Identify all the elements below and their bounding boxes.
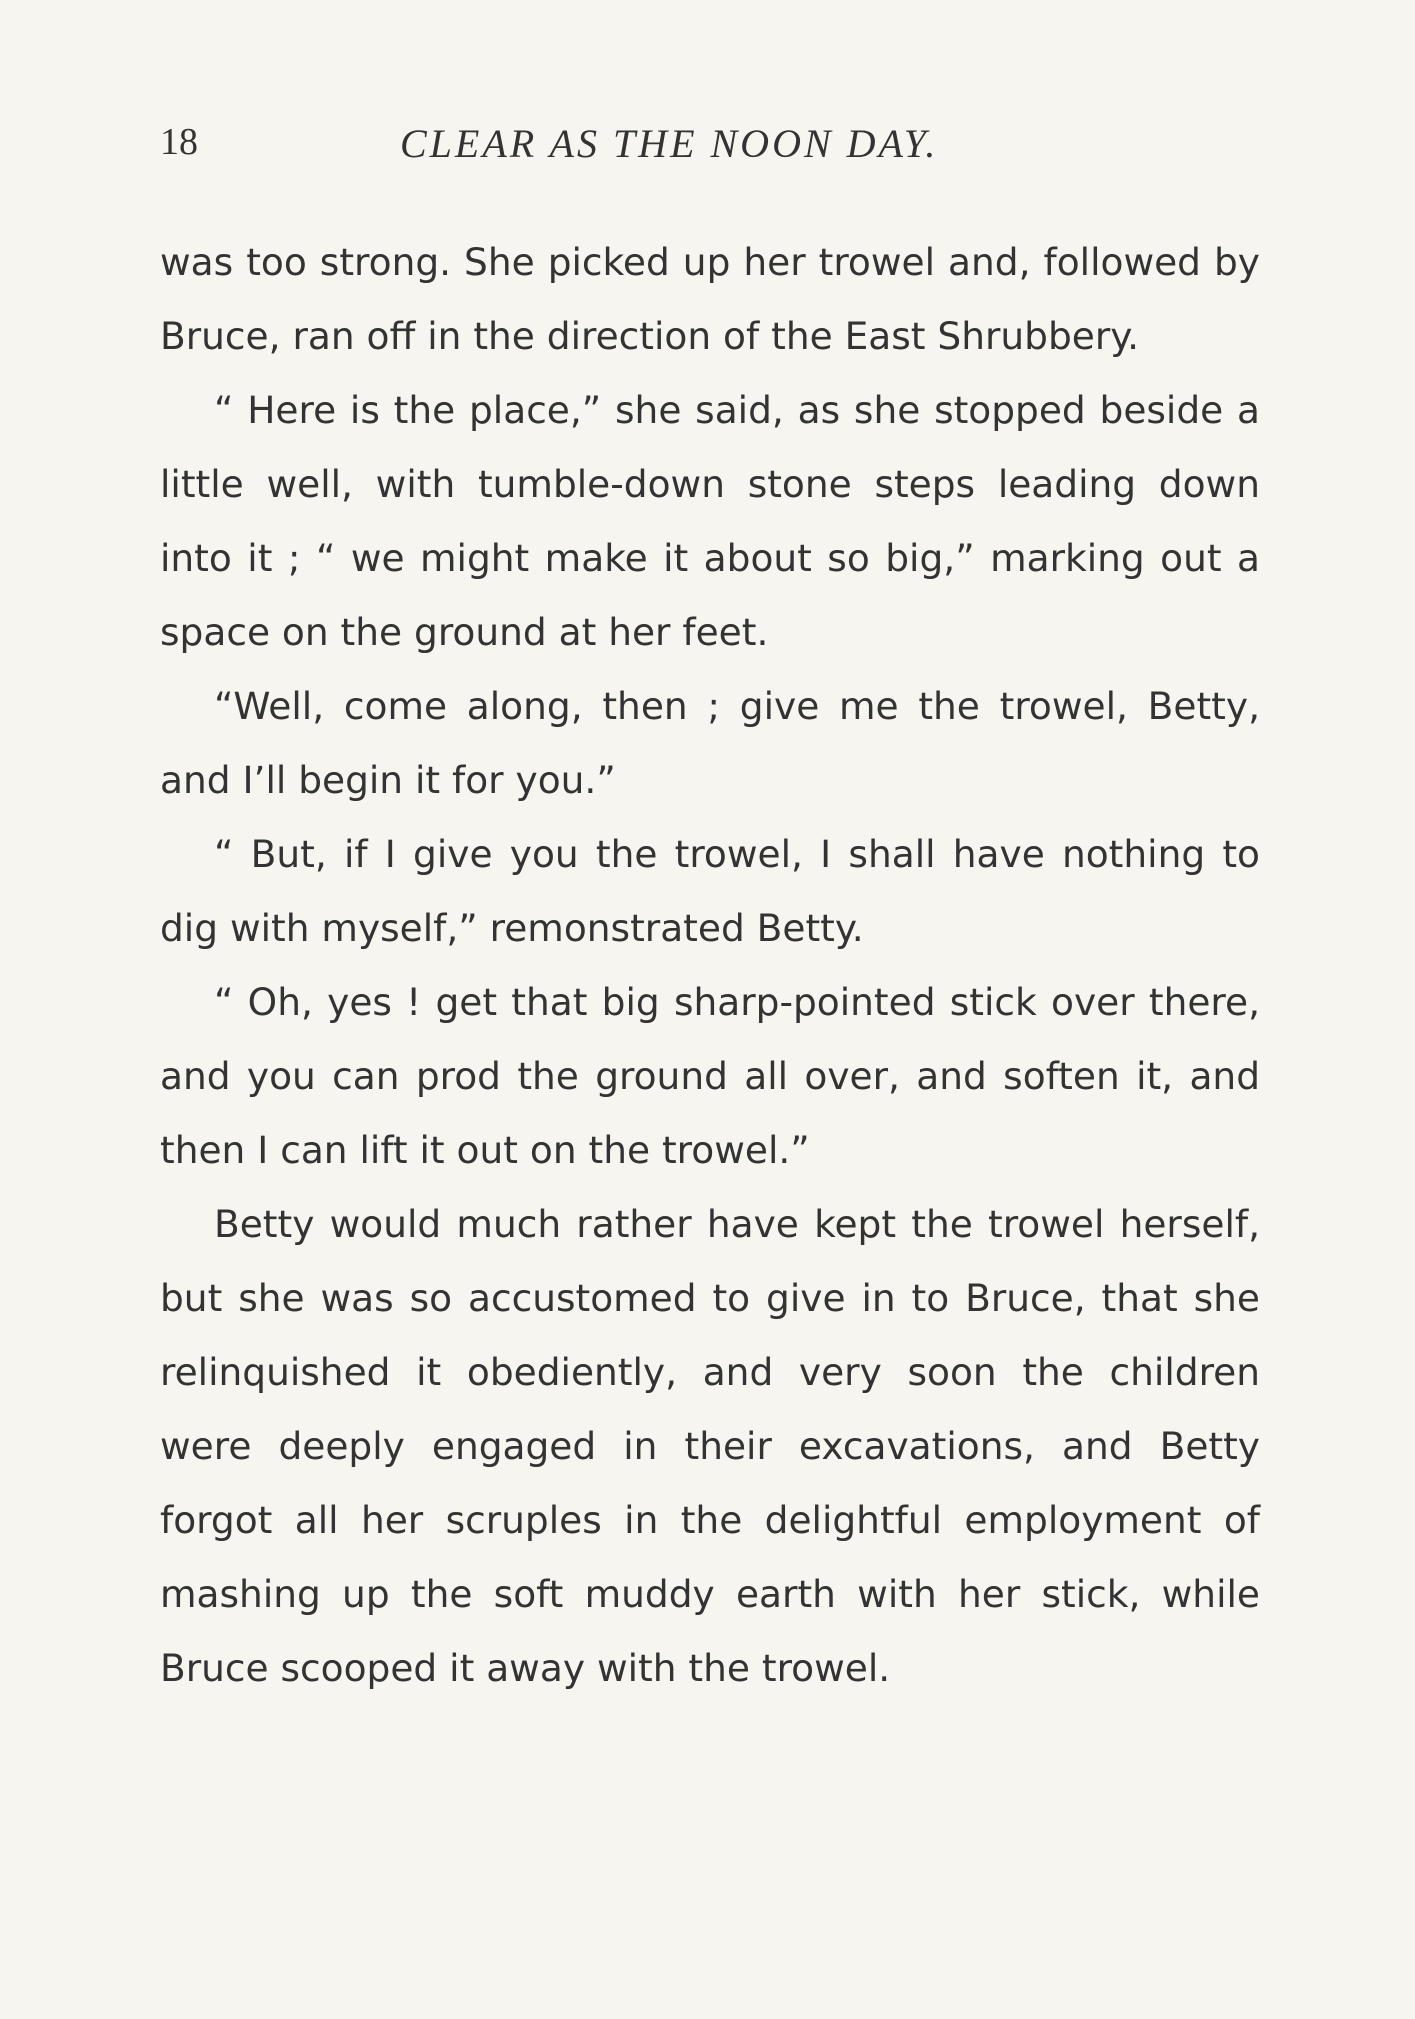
paragraph: “Well, come along, then ; give me the trowel, Betty, and I’ll begin it for you.”: [160, 684, 1260, 802]
running-head: [160, 120, 1260, 170]
paragraph-continuation: was too strong. She picked up her trowel and, followed by Bruce, ran off in the direction of the East Shrubbery.: [160, 240, 1260, 358]
page-number: 18: [160, 121, 198, 163]
body-text: [160, 225, 1260, 1705]
paragraph: “ Oh, yes ! get that big sharp-pointed stick over there, and you can prod the ground all over, and soften it, and then I can lift it out on the trowel.”: [160, 980, 1260, 1172]
paragraph: “ But, if I give you the trowel, I shall have nothing to dig with myself,” remonstrated Betty.: [160, 832, 1260, 950]
running-title: CLEAR AS THE NOON DAY.: [400, 121, 939, 166]
paragraph: “ Here is the place,” she said, as she stopped beside a little well, with tumble-down stone steps leading down into it ; “ we might make it about so big,” marking out a space on the ground at her feet.: [160, 388, 1260, 654]
paragraph: Betty would much rather have kept the trowel herself, but she was so accustomed to give in to Bruce, that she relinquished it obediently, and very soon the children were deeply engaged in their excavations, and Betty forgot all her scruples in the delightful employment of mashing up the soft muddy earth with her stick, while Bruce scooped it away with the trowel.: [160, 1202, 1260, 1690]
